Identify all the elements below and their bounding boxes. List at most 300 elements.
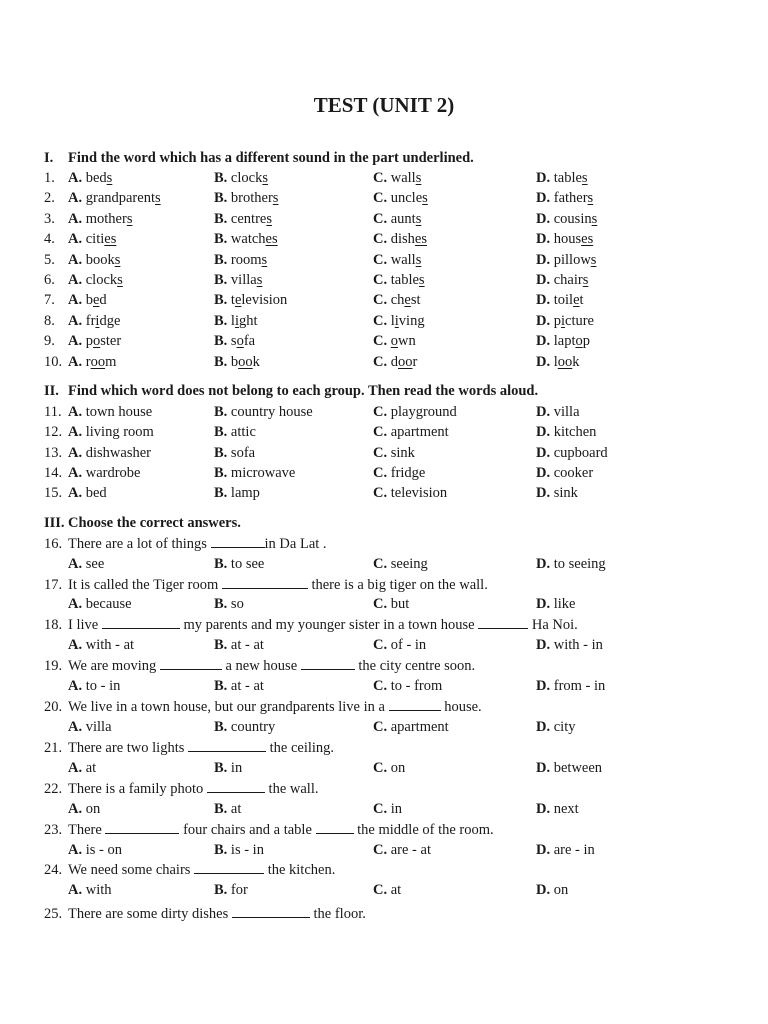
option-d[interactable] [536,483,578,503]
option-a[interactable] [68,554,104,574]
underlined-sound: i [394,312,399,329]
option-text: sofa [230,444,256,461]
answer-blank[interactable] [105,821,179,834]
word-part: grandparent [85,190,155,207]
underlined-sound: o [390,333,398,350]
option-letter: A. [68,596,83,612]
option-letter: C. [373,353,388,370]
underlined-sound: s [591,210,598,227]
option-letter: B. [214,231,228,248]
stem-text: There [68,822,106,838]
option-b[interactable] [214,840,264,860]
option-c[interactable] [373,229,427,249]
option-b[interactable] [214,676,264,696]
stem-text: the wall. [264,781,319,797]
option-d[interactable] [536,676,605,696]
question-row [44,270,744,290]
answer-options [44,676,744,696]
option-d[interactable] [536,311,594,331]
underlined-sound: o [92,333,101,350]
option-a[interactable] [68,880,112,900]
page-title: TEST (UNIT 2) [313,93,455,117]
stem-text: There are some dirty dishes [68,906,232,922]
question-row [44,209,744,229]
question-number: 13. [44,444,63,461]
word-part: lapt [553,333,576,350]
word-part: centre [230,210,267,227]
option-c[interactable] [373,422,449,442]
word-part: pillow [553,251,591,268]
stem-text: We live in a town house, but our grandparents live in a [68,699,389,715]
underlined-sound: i [95,312,100,329]
option-d[interactable] [536,463,593,483]
answer-blank[interactable] [211,535,265,548]
option-text: wardrobe [85,464,141,481]
option-text: with [85,882,112,898]
answer-options [44,554,744,574]
question-row [44,229,744,249]
word-part: book [85,251,115,268]
underlined-sound: s [114,251,121,268]
option-text: apartment [390,719,449,735]
section-instruction: Find the word which has a different sound in the part underlined. [68,150,474,166]
option-a[interactable] [68,168,112,188]
stem-text: Ha Noi. [528,617,578,633]
option-d[interactable] [536,422,596,442]
option-c[interactable] [373,331,416,351]
option-c[interactable] [373,402,457,422]
option-b[interactable] [214,554,264,574]
option-d[interactable] [536,594,575,614]
word-part: hous [553,231,582,248]
option-letter: B. [214,190,228,207]
option-text: sink [553,485,578,502]
question-row [44,188,744,208]
option-letter: C. [373,842,388,858]
option-c[interactable] [373,594,409,614]
option-a[interactable] [68,635,134,655]
word-part: aunt [390,210,416,227]
word-part: villa [230,272,257,288]
option-a[interactable] [68,594,132,614]
option-letter: B. [214,292,228,309]
option-text: microwave [230,464,296,481]
underlined-sound: s [262,170,268,186]
option-d[interactable] [536,209,597,229]
stem-text: four chairs and a table [179,822,316,838]
option-a[interactable] [68,270,123,290]
option-d[interactable] [536,840,595,860]
option-letter: C. [373,333,388,350]
underlined-sound: i [560,312,566,329]
option-a[interactable] [68,209,132,229]
word-part: wn [397,333,416,350]
option-a[interactable] [68,188,161,208]
stem-text: I live [68,617,102,633]
option-a[interactable] [68,311,120,331]
option-text: on [390,760,406,776]
option-letter: C. [373,272,388,288]
answer-options [44,880,744,900]
option-d[interactable] [536,331,590,351]
question-number: 22. [44,781,63,797]
option-b[interactable] [214,758,242,778]
answer-blank[interactable] [301,657,355,670]
option-b[interactable] [214,229,278,249]
option-letter: B. [214,485,228,502]
option-letter: D. [536,842,551,858]
option-a[interactable] [68,463,141,483]
word-part: t [230,292,235,309]
option-b[interactable] [214,352,260,372]
option-letter: B. [214,404,228,420]
option-d[interactable] [536,635,603,655]
question-number: 8. [44,312,55,329]
word-part: p [553,312,561,329]
word-part: wall [390,251,416,268]
answer-blank[interactable] [207,780,265,793]
word-part: clock [230,170,263,186]
option-letter: A. [68,444,83,461]
question-row [44,463,744,483]
answer-blank[interactable] [232,905,310,918]
option-c[interactable] [373,352,417,372]
option-b[interactable] [214,250,267,270]
underlined-sound: s [256,272,263,288]
option-letter: D. [536,292,551,309]
option-text: so [230,596,244,612]
option-text: fridge [390,464,426,481]
question-number: 5. [44,251,55,268]
option-text: at - at [230,637,264,653]
section-instruction: Find which word does not belong to each group. Then read the words aloud. [68,383,539,399]
stem-text: in Da Lat . [264,536,327,552]
word-part: table [390,272,419,288]
option-b[interactable] [214,422,256,442]
word-part: r [412,353,418,370]
option-letter: D. [536,556,551,572]
option-b[interactable] [214,635,264,655]
option-letter: A. [68,760,83,776]
option-letter: C. [373,404,388,420]
option-b[interactable] [214,880,248,900]
question-row [44,402,744,422]
option-c[interactable] [373,311,425,331]
option-a[interactable] [68,758,96,778]
stem-text: a new house [221,658,301,674]
word-part: ch [390,292,405,309]
option-letter: D. [536,333,551,350]
option-b[interactable] [214,168,268,188]
option-letter: C. [373,801,388,817]
option-a[interactable] [68,422,154,442]
option-letter: A. [68,424,83,441]
option-c[interactable] [373,250,421,270]
option-text: next [553,801,579,817]
option-b[interactable] [214,443,255,463]
option-b[interactable] [214,483,260,503]
option-text: cooker [553,464,594,481]
word-part: room [230,251,262,268]
word-part: toil [553,292,574,309]
underlined-sound: s [266,210,272,227]
option-c[interactable] [373,880,401,900]
option-letter: A. [68,272,83,288]
underlined-sound: e [92,292,100,309]
option-c[interactable] [373,635,426,655]
option-text: from - in [553,678,606,694]
section-number: III. [44,515,65,531]
word-part: l [553,353,558,370]
underlined-sound: oo [238,353,253,370]
option-a[interactable] [68,483,107,503]
answer-blank[interactable] [316,821,354,834]
option-letter: B. [214,637,228,653]
option-letter: C. [373,231,388,248]
option-c[interactable] [373,483,447,503]
option-b[interactable] [214,188,278,208]
option-b[interactable] [214,402,313,422]
option-a[interactable] [68,250,120,270]
option-letter: D. [536,190,551,207]
option-text: country house [230,404,313,420]
question-stem [44,820,744,840]
option-letter: D. [536,637,551,653]
underlined-sound: s [154,190,161,207]
underlined-sound: e [573,292,580,309]
word-part: chair [553,272,583,288]
option-c[interactable] [373,168,421,188]
option-c[interactable] [373,290,421,310]
underlined-sound: s [415,170,422,186]
question-stem [44,575,744,595]
option-b[interactable] [214,463,295,483]
option-d[interactable] [536,352,580,372]
option-c[interactable] [373,209,421,229]
word-part: k [572,353,580,370]
option-c[interactable] [373,799,402,819]
option-letter: D. [536,801,551,817]
option-a[interactable] [68,290,107,310]
underlined-sound: s [106,170,113,186]
option-letter: C. [373,485,388,502]
stem-text: my parents and my younger sister in a town house [179,617,479,633]
option-a[interactable] [68,443,151,463]
section-instruction: Choose the correct answers. [68,515,241,531]
word-part: ster [100,333,122,350]
option-d[interactable] [536,880,568,900]
option-letter: C. [373,292,388,309]
question-row [44,352,744,372]
option-b[interactable] [214,270,262,290]
option-text: with - in [553,637,603,653]
stem-text: the middle of the room. [353,822,494,838]
answer-blank[interactable] [478,616,528,629]
underlined-sound: oo [557,353,573,370]
word-part: st [410,292,421,309]
option-b[interactable] [214,209,272,229]
option-d[interactable] [536,188,593,208]
option-letter: A. [68,353,83,370]
option-b[interactable] [214,717,275,737]
option-c[interactable] [373,676,442,696]
answer-options [44,635,744,655]
word-part: wall [390,170,416,186]
underlined-sound: e [404,292,411,309]
question-number: 18. [44,617,63,633]
question-row [44,443,744,463]
option-letter: A. [68,678,83,694]
question-number: 6. [44,272,55,288]
option-letter: C. [373,210,388,227]
answer-blank[interactable] [389,698,441,711]
option-text: villa [553,404,580,420]
option-b[interactable] [214,331,255,351]
word-part: r [85,353,91,370]
option-c[interactable] [373,270,425,290]
option-letter: D. [536,170,551,186]
option-c[interactable] [373,554,428,574]
option-letter: B. [214,444,228,461]
answer-blank[interactable] [102,616,180,629]
word-part: cousin [553,210,592,227]
question-number: 25. [44,906,63,922]
option-letter: D. [536,353,551,370]
option-letter: B. [214,678,228,694]
question-number: 9. [44,333,55,350]
question-row [44,483,744,503]
option-letter: B. [214,312,228,329]
option-letter: C. [373,251,388,268]
option-c[interactable] [373,443,415,463]
option-text: sink [390,444,415,461]
question-number: 17. [44,577,63,593]
answer-blank[interactable] [194,861,264,874]
stem-text: house. [440,699,482,715]
underlined-sound: s [272,190,279,207]
option-a[interactable] [68,352,116,372]
section-number: I. [44,150,54,166]
option-c[interactable] [373,463,425,483]
option-letter: D. [536,210,551,227]
option-a[interactable] [68,331,121,351]
option-text: at [390,882,402,898]
question-number: 16. [44,536,63,552]
answer-options [44,758,744,778]
option-text: at [85,760,97,776]
word-part: p [582,333,590,350]
option-letter: D. [536,719,551,735]
option-letter: A. [68,801,83,817]
option-letter: C. [373,760,388,776]
answer-blank[interactable] [222,576,308,589]
option-a[interactable] [68,840,122,860]
option-letter: D. [536,678,551,694]
option-letter: B. [214,353,228,370]
option-letter: B. [214,251,228,268]
option-letter: D. [536,882,551,898]
option-text: see [85,556,105,572]
option-text: on [553,882,569,898]
word-part: d [99,292,107,309]
option-d[interactable] [536,290,584,310]
option-text: between [553,760,603,776]
option-a[interactable] [68,676,120,696]
option-b[interactable] [214,311,258,331]
underlined-sound: es [104,231,117,248]
underlined-sound: es [581,231,594,248]
option-a[interactable] [68,717,112,737]
stem-text: We need some chairs [68,862,195,878]
option-letter: A. [68,485,83,502]
option-d[interactable] [536,250,596,270]
question-number: 24. [44,862,63,878]
option-d[interactable] [536,758,602,778]
answer-blank[interactable] [188,739,266,752]
question-number: 14. [44,464,63,481]
option-letter: B. [214,596,228,612]
option-a[interactable] [68,229,116,249]
option-text: dishwasher [85,444,151,461]
option-a[interactable] [68,402,152,422]
option-d[interactable] [536,270,588,290]
option-b[interactable] [214,290,287,310]
option-text: because [85,596,132,612]
option-text: to seeing [553,556,606,572]
underlined-sound: s [590,251,597,268]
option-letter: D. [536,312,551,329]
word-part: father [553,190,588,207]
option-letter: C. [373,556,388,572]
option-d[interactable] [536,229,593,249]
underlined-sound: o [236,333,244,350]
option-d[interactable] [536,443,608,463]
underlined-sound: s [587,190,594,207]
question-number: 20. [44,699,63,715]
option-a[interactable] [68,799,100,819]
question-number: 2. [44,190,55,207]
word-part: dge [99,312,121,329]
option-d[interactable] [536,402,580,422]
option-c[interactable] [373,717,449,737]
answer-options [44,840,744,860]
option-d[interactable] [536,717,575,737]
stem-text: We are moving [68,658,160,674]
word-part: brother [230,190,273,207]
stem-text: There are two lights [68,740,188,756]
option-letter: A. [68,251,83,268]
answer-options [44,717,744,737]
option-letter: D. [536,760,551,776]
option-d[interactable] [536,554,606,574]
option-b[interactable] [214,799,241,819]
option-c[interactable] [373,188,428,208]
option-letter: D. [536,404,551,420]
option-text: attic [230,424,256,441]
option-c[interactable] [373,840,431,860]
question-number: 15. [44,485,63,502]
question-number: 21. [44,740,63,756]
option-letter: B. [214,464,228,481]
option-d[interactable] [536,168,588,188]
word-part: levision [241,292,288,309]
answer-blank[interactable] [160,657,222,670]
option-c[interactable] [373,758,405,778]
option-letter: B. [214,719,228,735]
option-b[interactable] [214,594,244,614]
option-text: is - in [230,842,264,858]
option-d[interactable] [536,799,579,819]
